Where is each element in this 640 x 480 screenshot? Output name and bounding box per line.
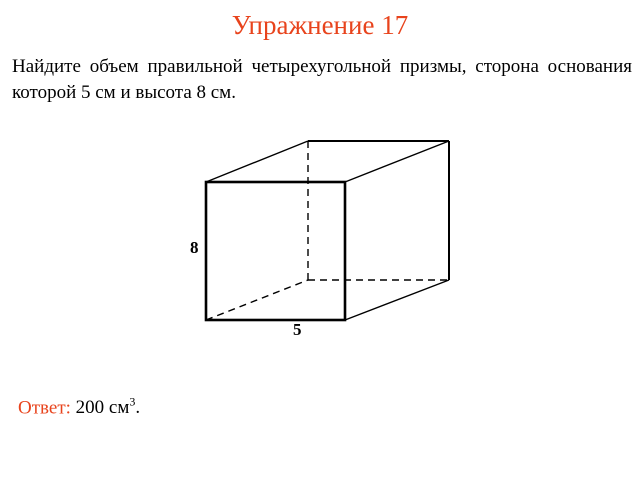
answer-value xyxy=(76,397,140,418)
base-label: 5 xyxy=(293,320,302,339)
hidden-bottom-left-edge xyxy=(206,280,308,320)
height-label: 8 xyxy=(190,238,199,257)
answer-number: 200 см xyxy=(75,397,130,419)
top-right-edge xyxy=(345,141,449,182)
front-face xyxy=(206,182,345,320)
slide-title: Упражнение 17 xyxy=(231,10,409,40)
bottom-right-edge xyxy=(345,280,449,320)
answer-line xyxy=(18,390,140,420)
answer-label: Ответ: xyxy=(18,397,71,419)
top-left-edge xyxy=(206,141,308,182)
problem-statement: Найдите объем правильной четырехугольной призмы, сторона основания которой 5 см и высота 8 см. xyxy=(12,56,632,103)
answer-exponent: 3 xyxy=(129,395,136,409)
answer-end: . xyxy=(135,397,141,419)
